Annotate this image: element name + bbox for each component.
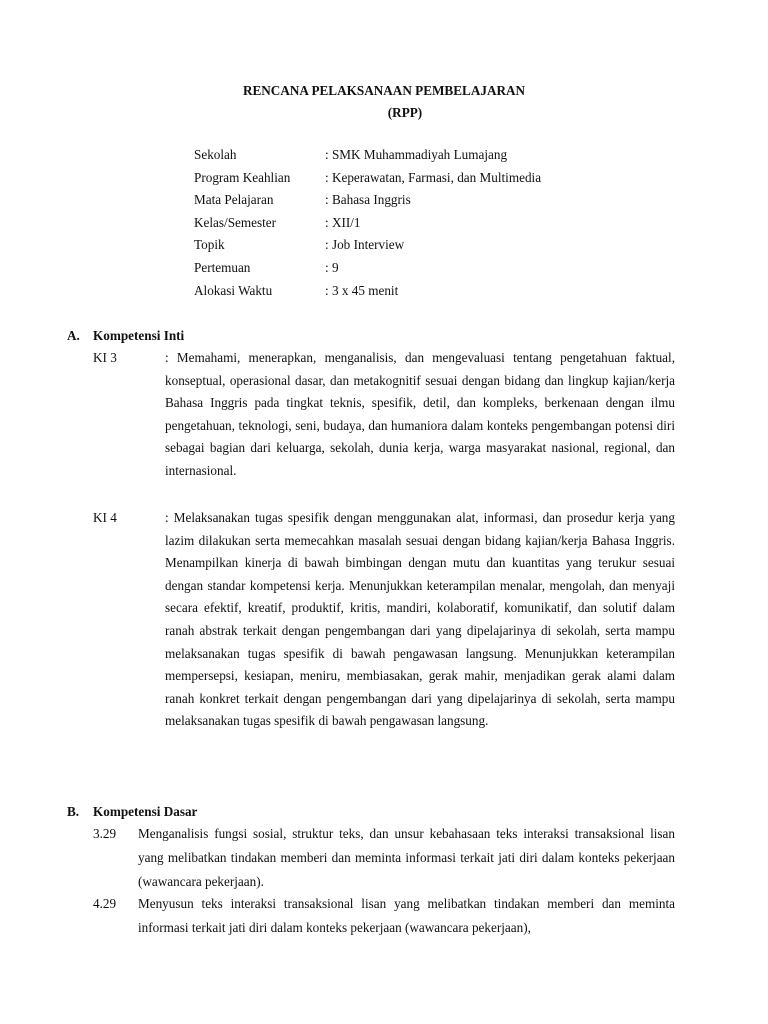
identity-table <box>194 144 541 302</box>
identity-label: Mata Pelajaran <box>194 192 274 208</box>
title-line-1: RENCANA PELAKSANAAN PEMBELAJARAN <box>242 83 526 98</box>
section-letter: A. <box>67 328 80 343</box>
ki-text: : Memahami, menerapkan, menganalisis, dan mengevaluasi tentang pengetahuan faktual, konseptual, operasional dasar, dan metakognitif sesuai dengan bidang dan lingkup kajian/kerja Bahasa Inggris pada tingkat teknis, spesifik, detil, dan kompleks, berkenaan dengan ilmu pengetahuan, teknologi, seni, budaya, dan humaniora dalam konteks pengembangan potensi diri sebagai bagian dari keluarga, sekolah, dunia kerja, warga masyarakat nasional, regional, dan internasional. <box>165 350 675 478</box>
ki-text: : Melaksanakan tugas spesifik dengan menggunakan alat, informasi, dan prosedur kerja yang lazim dilakukan serta memecahkan masalah sesuai dengan bidang kajian/kerja Bahasa Inggris. Menampilkan kinerja di bawah bimbingan dengan mutu dan kuantitas yang terukur sesuai dengan standar kompetensi kerja. Menunjukkan keterampilan menalar, mengolah, dan menyaji secara efektif, kreatif, produktif, kritis, mandiri, kolaboratif, komunikatif, dan solutif dalam ranah abstrak terkait dengan pengembangan dari yang dipelajarinya di sekolah, serta mampu melaksanakan tugas spesifik di bawah pengawasan langsung. Menunjukkan keterampilan mempersepsi, kesiapan, meniru, membiasakan, gerak mahir, menjadikan gerak alami dalam ranah konkret terkait dengan pengembangan dari yang dipelajarinya di sekolah, serta mampu melaksanakan tugas spesifik di bawah pengawasan langsung. <box>165 510 675 729</box>
identity-row-sekolah <box>194 144 541 167</box>
ki-code: KI 4 <box>93 510 117 525</box>
identity-value: : Job Interview <box>325 237 405 253</box>
identity-label: Program Keahlian <box>194 169 291 185</box>
identity-row-program <box>194 167 541 190</box>
identity-label: Pertemuan <box>194 259 251 275</box>
identity-value: : SMK Muhammadiyah Lumajang <box>325 147 508 162</box>
identity-row-kelas <box>194 212 541 235</box>
identity-value: : 9 <box>325 259 339 275</box>
kd-code: 3.29 <box>93 826 117 841</box>
identity-row-pertemuan <box>194 257 541 280</box>
section-a-heading <box>67 326 184 346</box>
identity-label: Topik <box>194 237 225 253</box>
section-title: Kompetensi Inti <box>93 328 185 343</box>
title-line-2: (RPP) <box>387 105 423 120</box>
section-b-heading <box>67 802 197 822</box>
identity-row-alokasi <box>194 280 541 303</box>
identity-value: : XII/1 <box>325 214 361 230</box>
section-title: Kompetensi Dasar <box>93 804 198 819</box>
ki-code: KI 3 <box>93 350 117 365</box>
document-title <box>0 80 768 124</box>
kd-text: Menganalisis fungsi sosial, struktur teks, dan unsur kebahasaan teks interaksi transaksional lisan yang melibatkan tindakan memberi dan meminta informasi terkait jati diri dalam konteks pekerjaan (wawancara pekerjaan). <box>138 826 675 889</box>
kd-code: 4.29 <box>93 896 117 911</box>
identity-value: : Keperawatan, Farmasi, dan Multimedia <box>325 169 542 185</box>
identity-label: Alokasi Waktu <box>194 282 273 298</box>
identity-label: Sekolah <box>194 147 237 162</box>
identity-value: : 3 x 45 menit <box>325 282 399 298</box>
identity-value: : Bahasa Inggris <box>325 192 411 208</box>
section-letter: B. <box>67 804 80 819</box>
identity-label: Kelas/Semester <box>194 214 277 230</box>
identity-row-topik <box>194 234 541 257</box>
identity-row-mapel <box>194 189 541 212</box>
kd-text: Menyusun teks interaksi transaksional lisan yang melibatkan tindakan memberi dan meminta informasi terkait jati diri dalam konteks pekerjaan (wawancara pekerjaan), <box>138 896 675 935</box>
